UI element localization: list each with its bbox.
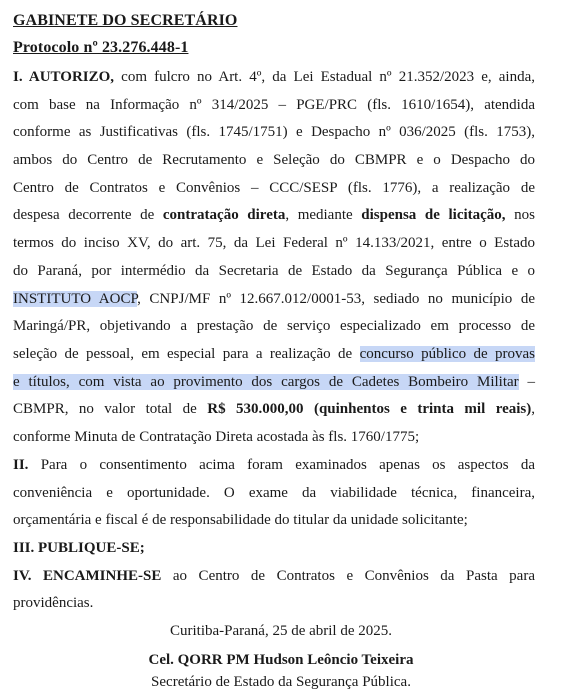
item4-line-2: providências.: [13, 595, 94, 611]
item1-line-10: Maringá/PR, objetivando a prestação de serviço especializado em processo de: [13, 318, 535, 334]
total-amount: R$ 530.000,00 (quinhentos e trinta mil reais): [207, 401, 532, 417]
highlight-contest: concurso público de provas: [359, 346, 535, 362]
item1-line-8: do Paraná, por intermédio da Secretaria de Estado da Segurança Pública e o: [13, 263, 535, 279]
item2-line-3: orçamentária e fiscal é de responsabilidade do titular da unidade solicitante;: [13, 512, 468, 528]
item1-line-1: I. AUTORIZO, com fulcro no Art. 4º, da Lei Estadual nº 21.352/2023 e, ainda,: [13, 69, 535, 85]
item1-line-13: CBMPR, no valor total de R$ 530.000,00 (quinhentos e trinta mil reais),: [13, 401, 535, 417]
item1-line-4: ambos do Centro de Recrutamento e Seleção do CBMPR e o Despacho do: [13, 152, 535, 168]
highlight-institute: INSTITUTO AOCP: [13, 291, 138, 307]
protocol-heading: Protocolo nº 23.276.448-1: [13, 39, 189, 56]
item1-line-7: termos do inciso XV, do art. 75, da Lei Federal nº 14.133/2021, entre o Estado: [13, 235, 535, 251]
place-date: Curitiba-Paraná, 25 de abril de 2025.: [169, 623, 393, 639]
bidding-waiver-text: dispensa de licitação,: [361, 207, 506, 223]
office-heading: GABINETE DO SECRETÁRIO: [13, 12, 238, 29]
highlight-cadets: e títulos, com vista ao provimento dos cargos de Cadetes Bombeiro Militar: [13, 374, 519, 390]
signer-role: Secretário de Estado da Segurança Pública.: [151, 674, 411, 690]
item1-line-14: conforme Minuta de Contratação Direta acostada às fls. 1760/1775;: [13, 429, 420, 445]
item1-line-9: INSTITUTO AOCP, CNPJ/MF nº 12.667.012/0001-53, sediado no município de: [13, 291, 535, 307]
signer-name: Cel. QORR PM Hudson Leôncio Teixeira: [148, 652, 414, 668]
item3-label: III. PUBLIQUE-SE;: [13, 540, 145, 556]
item1-line-6: despesa decorrente de contratação direta, mediante dispensa de licitação, nos: [13, 207, 535, 223]
item1-line-5: Centro de Contratos e Convênios – CCC/SESP (fls. 1776), a realização de: [13, 180, 535, 196]
item3-line: [13, 539, 535, 557]
item4-label: IV. ENCAMINHE-SE: [13, 568, 162, 584]
item1-line-2: com base na Informação nº 314/2025 – PGE/PRC (fls. 1610/1654), atendida: [13, 97, 535, 113]
item4-line-1: IV. ENCAMINHE-SE ao Centro de Contratos e Convênios da Pasta para: [13, 568, 535, 584]
item1-label: I. AUTORIZO,: [13, 69, 115, 85]
item2-label: II.: [13, 457, 29, 473]
item1-line-12: e títulos, com vista ao provimento dos cargos de Cadetes Bombeiro Militar –: [13, 374, 535, 390]
item1-line-3: conforme as Justificativas (fls. 1745/1751) e Despacho nº 036/2025 (fls. 1753),: [13, 124, 535, 140]
item2-line-2: conveniência e oportunidade. O exame da viabilidade técnica, financeira,: [13, 485, 535, 501]
item1-line-11: seleção de pessoal, em especial para a realização de concurso público de provas: [13, 346, 535, 362]
direct-contract-text: contratação direta: [162, 207, 286, 223]
item2-line-1: II. Para o consentimento acima foram examinados apenas os aspectos da: [13, 457, 535, 473]
